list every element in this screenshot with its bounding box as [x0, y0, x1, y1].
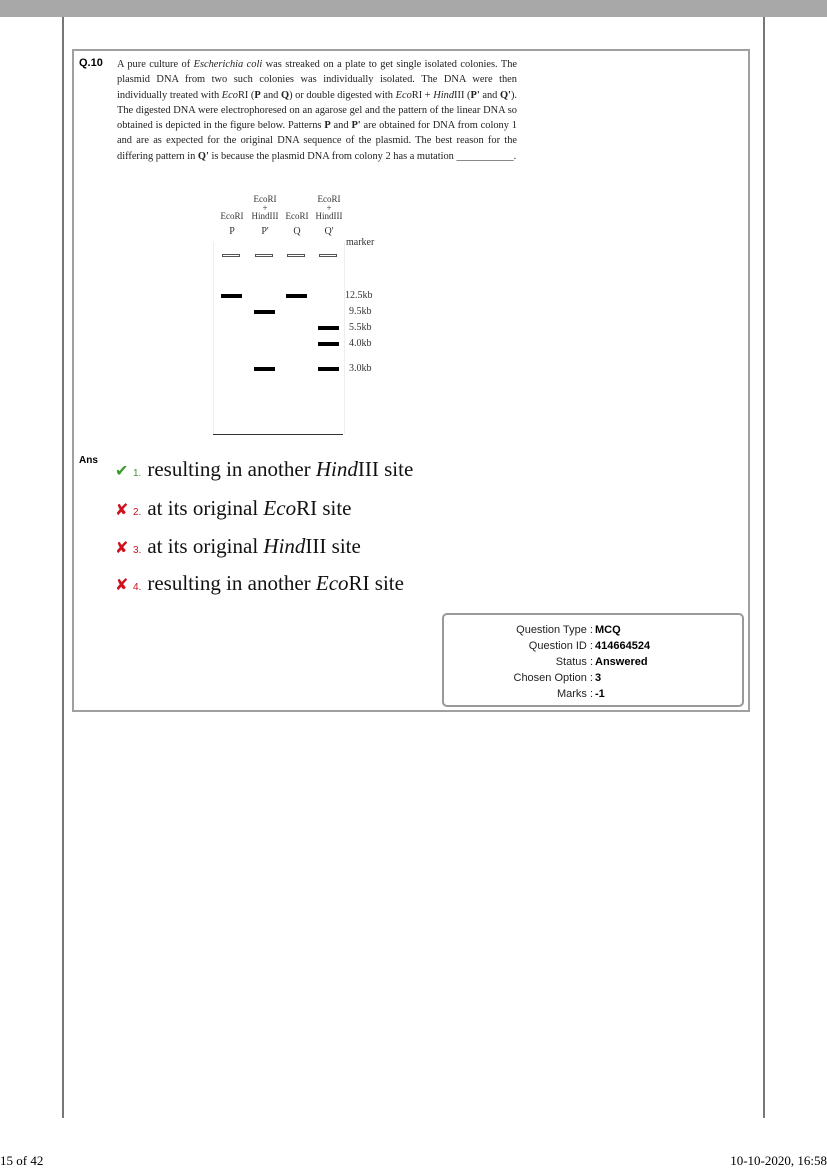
- info-label: Marks :: [556, 688, 593, 700]
- answer-option-4: [115, 571, 404, 596]
- gel-baseline: [213, 434, 343, 435]
- option-text: at its original HindIII site: [147, 534, 361, 558]
- gel-band: [318, 342, 339, 346]
- page-border-right: [763, 17, 765, 1118]
- lane-enzyme: EcoRI: [285, 211, 309, 221]
- gel-well: [319, 254, 337, 257]
- lane-label: Q': [324, 226, 334, 237]
- gel-area: [213, 242, 345, 434]
- lane-enzyme-top: EcoRI: [317, 194, 341, 204]
- lane-plus: +: [326, 203, 332, 213]
- gel-well: [255, 254, 273, 257]
- timestamp: 10-10-2020, 16:58: [730, 1153, 827, 1168]
- info-value: MCQ: [595, 624, 621, 636]
- info-label: Question ID :: [528, 640, 593, 652]
- cross-icon: ✘: [115, 575, 129, 594]
- answer-option-1: [115, 457, 413, 482]
- lane-label: P': [261, 226, 269, 237]
- top-bar: [0, 0, 827, 17]
- cross-icon: ✘: [115, 500, 129, 519]
- gel-band: [254, 310, 275, 314]
- info-label: Chosen Option :: [513, 672, 593, 684]
- option-number: 3.: [133, 545, 142, 556]
- option-number: 4.: [133, 582, 142, 593]
- option-number: 2.: [133, 507, 142, 518]
- lane-label: P: [229, 226, 235, 237]
- question-text: A pure culture of Escherichia coli was streaked on a plate to get single isolated colonies. The plasmid DNA from two such colonies was individually isolated. The DNA were then individually treated with EcoRI (P and Q) or double digested with EcoRI + HindIII (P' and Q'). The digested DNA were electrophoresed on an agarose gel and the pattern of the linear DNA so obtained is depicted in the figure below. Patterns P and P' are obtained for DNA from colony 1 and are as expected for the original DNA sequence of the plasmid. The best reason for the differing pattern in Q' is because the plasmid DNA from colony 2 has a mutation ___________.: [117, 59, 518, 162]
- info-label: Status :: [555, 656, 593, 668]
- answer-option-3: [115, 534, 361, 559]
- answer-option-2: [115, 496, 352, 521]
- option-text: at its original EcoRI site: [147, 496, 352, 520]
- check-icon: ✔: [115, 461, 129, 480]
- info-value: Answered: [595, 656, 648, 668]
- marker-size-label: 12.5kb: [345, 290, 373, 301]
- info-value: 3: [595, 672, 602, 684]
- lane-enzyme: HindIII: [251, 211, 279, 221]
- lane-enzyme: HindIII: [315, 211, 343, 221]
- question-info-box: [442, 613, 744, 707]
- lane-enzyme: EcoRI: [220, 211, 244, 221]
- option-text: resulting in another HindIII site: [147, 457, 414, 481]
- gel-band: [318, 326, 339, 330]
- answer-label: Ans: [79, 455, 98, 466]
- page-counter: 15 of 42: [0, 1153, 44, 1168]
- info-row: [444, 639, 744, 655]
- marker-size-label: 5.5kb: [349, 322, 372, 333]
- gel-well: [287, 254, 305, 257]
- lane-label: Q: [293, 226, 301, 237]
- gel-band: [286, 294, 307, 298]
- info-row: [444, 687, 744, 703]
- question-number: Q.10: [79, 57, 103, 69]
- option-text: resulting in another EcoRI site: [147, 571, 404, 595]
- gel-well: [222, 254, 240, 257]
- page-border-left: [62, 17, 64, 1118]
- marker-label: marker: [346, 237, 375, 248]
- option-number: 1.: [133, 468, 142, 479]
- info-row: [444, 655, 744, 671]
- gel-band: [254, 367, 275, 371]
- marker-size-label: 3.0kb: [349, 363, 372, 374]
- lane-enzyme-top: EcoRI: [253, 194, 277, 204]
- gel-band: [221, 294, 242, 298]
- gel-band: [318, 367, 339, 371]
- marker-size-label: 4.0kb: [349, 338, 372, 349]
- info-value: 414664524: [595, 640, 651, 652]
- lane-plus: +: [262, 203, 268, 213]
- info-row: [444, 623, 744, 639]
- info-row: [444, 671, 744, 687]
- marker-size-label: 9.5kb: [349, 306, 372, 317]
- cross-icon: ✘: [115, 538, 129, 557]
- info-value: -1: [595, 688, 605, 700]
- info-label: Question Type :: [516, 624, 593, 636]
